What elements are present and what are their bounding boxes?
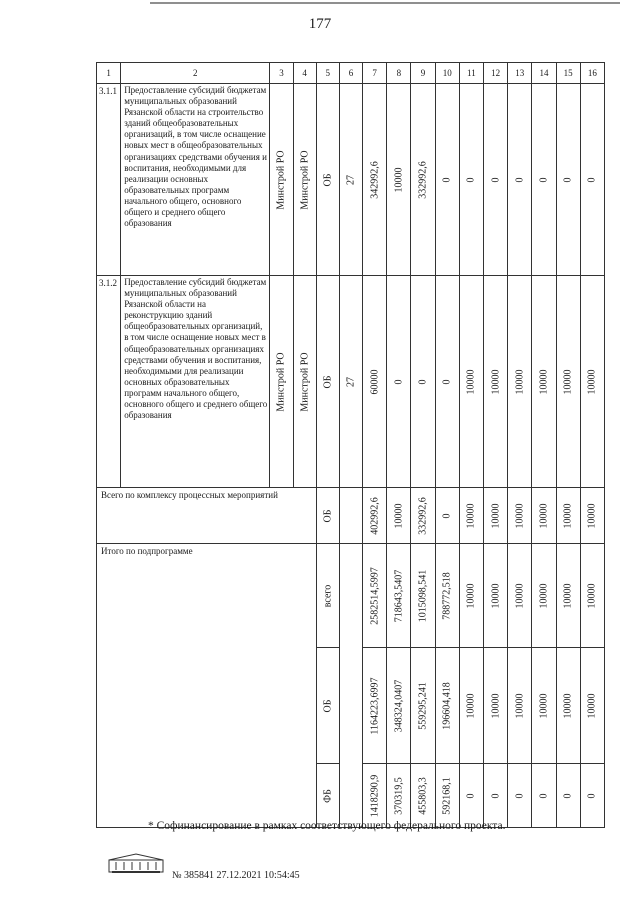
value-cell: 10000	[490, 693, 502, 718]
value-cell: 10000	[562, 369, 574, 394]
header-cell: 13	[508, 63, 532, 84]
funding-source: ОБ	[322, 375, 334, 388]
value-cell: 332992,6	[417, 160, 429, 199]
header-cell: 9	[411, 63, 435, 84]
value-cell: 10000	[538, 693, 550, 718]
value-cell: 10000	[538, 583, 550, 608]
header-row	[97, 63, 605, 84]
value-cell: 2582514,5997	[369, 566, 381, 625]
row-code: 3.1.1	[97, 84, 121, 276]
header-cell: 11	[459, 63, 483, 84]
funding-source: ОБ	[322, 699, 334, 712]
table-row-3-1-2	[97, 276, 605, 488]
value-cell: 10000	[514, 583, 526, 608]
funding-source: ОБ	[322, 509, 334, 522]
value-cell: 10000	[465, 369, 477, 394]
value-cell: 0	[562, 177, 574, 182]
value-cell: 342992,6	[369, 160, 381, 199]
value-cell: 348324,0407	[393, 679, 405, 732]
value-cell: 559295,241	[417, 681, 429, 730]
header-cell: 5	[316, 63, 339, 84]
value-cell: 0	[490, 793, 502, 798]
target-code: 27	[345, 174, 357, 185]
value-cell: 0	[441, 379, 453, 384]
registration-stamp: № 385841 27.12.2021 10:54:45	[172, 870, 300, 881]
value-cell: 0	[586, 177, 598, 182]
header-cell: 14	[532, 63, 556, 84]
row-code: 3.1.2	[97, 276, 121, 488]
header-cell: 7	[363, 63, 387, 84]
value-cell: 0	[538, 177, 550, 182]
header-cell: 16	[580, 63, 604, 84]
value-cell: 10000	[538, 369, 550, 394]
total-complex-row	[97, 488, 605, 544]
value-cell: 0	[514, 177, 526, 182]
value-cell: 10000	[514, 369, 526, 394]
value-cell: 1164223,6997	[369, 676, 381, 735]
value-cell: 10000	[490, 369, 502, 394]
value-cell: 370319,5	[393, 776, 405, 815]
responsible-executor: Минстрой РО	[275, 149, 287, 210]
value-cell: 0	[393, 379, 405, 384]
total-complex-label: Всего по комплексу процессных мероприятий	[97, 488, 317, 544]
value-cell: 718643,5407	[393, 569, 405, 622]
value-cell: 10000	[514, 503, 526, 528]
header-cell: 12	[483, 63, 507, 84]
value-cell: 10000	[562, 693, 574, 718]
value-cell: 0	[514, 793, 526, 798]
page-number: 177	[308, 16, 332, 32]
value-cell: 1418290,9	[369, 774, 381, 817]
scan-top-edge	[150, 2, 620, 4]
empty-cell	[339, 488, 362, 544]
header-cell: 2	[121, 63, 270, 84]
value-cell: 10000	[393, 167, 405, 192]
value-cell: 10000	[586, 503, 598, 528]
responsible-executor: Минстрой РО	[275, 351, 287, 412]
row-description: Предоставление субсидий бюджетам муниципальных образований Рязанской области на реконструкцию зданий общеобразовательных организаций, в том числе оснащение новых мест в общеобразовательных организациях средствами обучения и воспитания, необходимыми для реализации основных образовательных программ начального общего, основного общего и среднего общего образования	[121, 276, 270, 488]
value-cell: 592168,1	[441, 776, 453, 815]
value-cell: 1015098,541	[417, 569, 429, 622]
value-cell: 10000	[490, 503, 502, 528]
value-cell: 0	[465, 177, 477, 182]
value-cell: 0	[586, 793, 598, 798]
header-cell: 1	[97, 63, 121, 84]
row-description: Предоставление субсидий бюджетам муниципальных образований Рязанской области на строительство зданий общеобразовательных организаций, в том числе оснащение новых мест в общеобразовательных организациях средствами обучения и воспитания, необходимыми для реализации основных образовательных программ начального общего, основного общего и среднего общего образования	[121, 84, 270, 276]
value-cell: 10000	[514, 693, 526, 718]
header-cell: 8	[387, 63, 411, 84]
value-cell: 10000	[490, 583, 502, 608]
value-cell: 10000	[562, 583, 574, 608]
co-executor: Минстрой РО	[299, 351, 311, 412]
value-cell: 0	[417, 379, 429, 384]
funding-source: ОБ	[322, 173, 334, 186]
value-cell: 10000	[393, 503, 405, 528]
value-cell: 10000	[465, 583, 477, 608]
co-executor: Минстрой РО	[299, 149, 311, 210]
header-cell: 4	[293, 63, 316, 84]
value-cell: 10000	[465, 693, 477, 718]
footnote: * Софинансирование в рамках соответствующего федерального проекта.	[148, 820, 506, 832]
value-cell: 10000	[586, 583, 598, 608]
value-cell: 60000	[369, 369, 381, 394]
value-cell: 788772,518	[441, 571, 453, 620]
value-cell: 0	[538, 793, 550, 798]
total-sub-row-all	[97, 544, 605, 648]
value-cell: 332992,6	[417, 496, 429, 535]
funding-source: всего	[322, 584, 334, 607]
value-cell: 0	[562, 793, 574, 798]
empty-cell	[339, 544, 362, 828]
table-row-3-1-1	[97, 84, 605, 276]
value-cell: 10000	[586, 693, 598, 718]
building-stamp-icon	[108, 852, 164, 874]
value-cell: 10000	[465, 503, 477, 528]
value-cell: 0	[465, 793, 477, 798]
value-cell: 10000	[538, 503, 550, 528]
header-cell: 15	[556, 63, 580, 84]
header-cell: 6	[339, 63, 362, 84]
budget-table	[96, 62, 605, 828]
value-cell: 10000	[562, 503, 574, 528]
target-code: 27	[345, 376, 357, 387]
value-cell: 196604,418	[441, 681, 453, 730]
total-sub-label: Итого по подпрограмме	[97, 544, 317, 828]
header-cell: 3	[270, 63, 293, 84]
funding-source: ФБ	[322, 788, 334, 803]
value-cell: 0	[490, 177, 502, 182]
value-cell: 402992,6	[369, 496, 381, 535]
header-cell: 10	[435, 63, 459, 84]
value-cell: 455803,3	[417, 776, 429, 815]
value-cell: 0	[441, 177, 453, 182]
value-cell: 0	[441, 513, 453, 518]
value-cell: 10000	[586, 369, 598, 394]
